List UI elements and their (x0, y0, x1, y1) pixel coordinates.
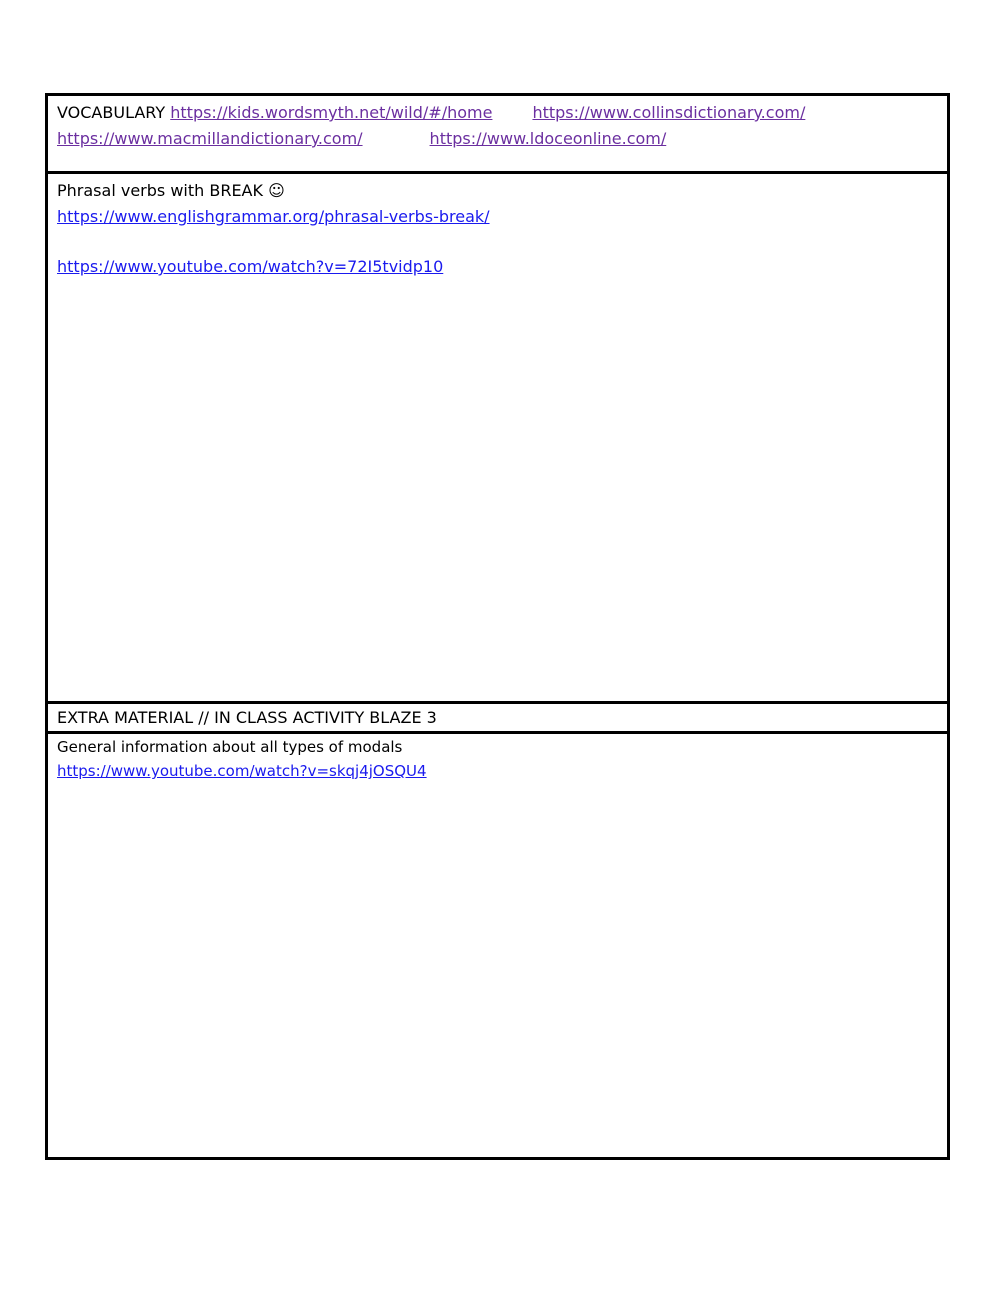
vocabulary-cell (48, 96, 947, 174)
collins-link[interactable]: https://www.collinsdictionary.com/ (532, 103, 806, 122)
vocabulary-label: VOCABULARY (57, 103, 166, 122)
englishgrammar-link[interactable]: https://www.englishgrammar.org/phrasal-verbs-break/ (57, 207, 490, 226)
extra-material-cell (48, 704, 947, 734)
extra-material-title: EXTRA MATERIAL // IN CLASS ACTIVITY BLAZE 3 (57, 708, 437, 727)
macmillan-link[interactable]: https://www.macmillandictionary.com/ (57, 129, 363, 148)
phrasal-verbs-title: Phrasal verbs with BREAK ☺ (57, 181, 285, 200)
youtube-modals-link[interactable]: https://www.youtube.com/watch?v=skqj4jOSQU4 (57, 762, 427, 780)
phrasal-verbs-cell (48, 174, 947, 704)
longman-link[interactable]: https://www.ldoceonline.com/ (429, 129, 667, 148)
wordsmyth-link[interactable]: https://kids.wordsmyth.net/wild/#/home (170, 103, 493, 122)
modals-title: General information about all types of modals (57, 738, 403, 756)
worksheet-table (45, 93, 950, 1160)
youtube-break-link[interactable]: https://www.youtube.com/watch?v=72I5tvidp10 (57, 257, 444, 276)
vocabulary-line-2 (57, 126, 947, 152)
vocabulary-line-1 (57, 100, 947, 126)
modals-cell (48, 734, 947, 1157)
spacer (57, 230, 947, 254)
